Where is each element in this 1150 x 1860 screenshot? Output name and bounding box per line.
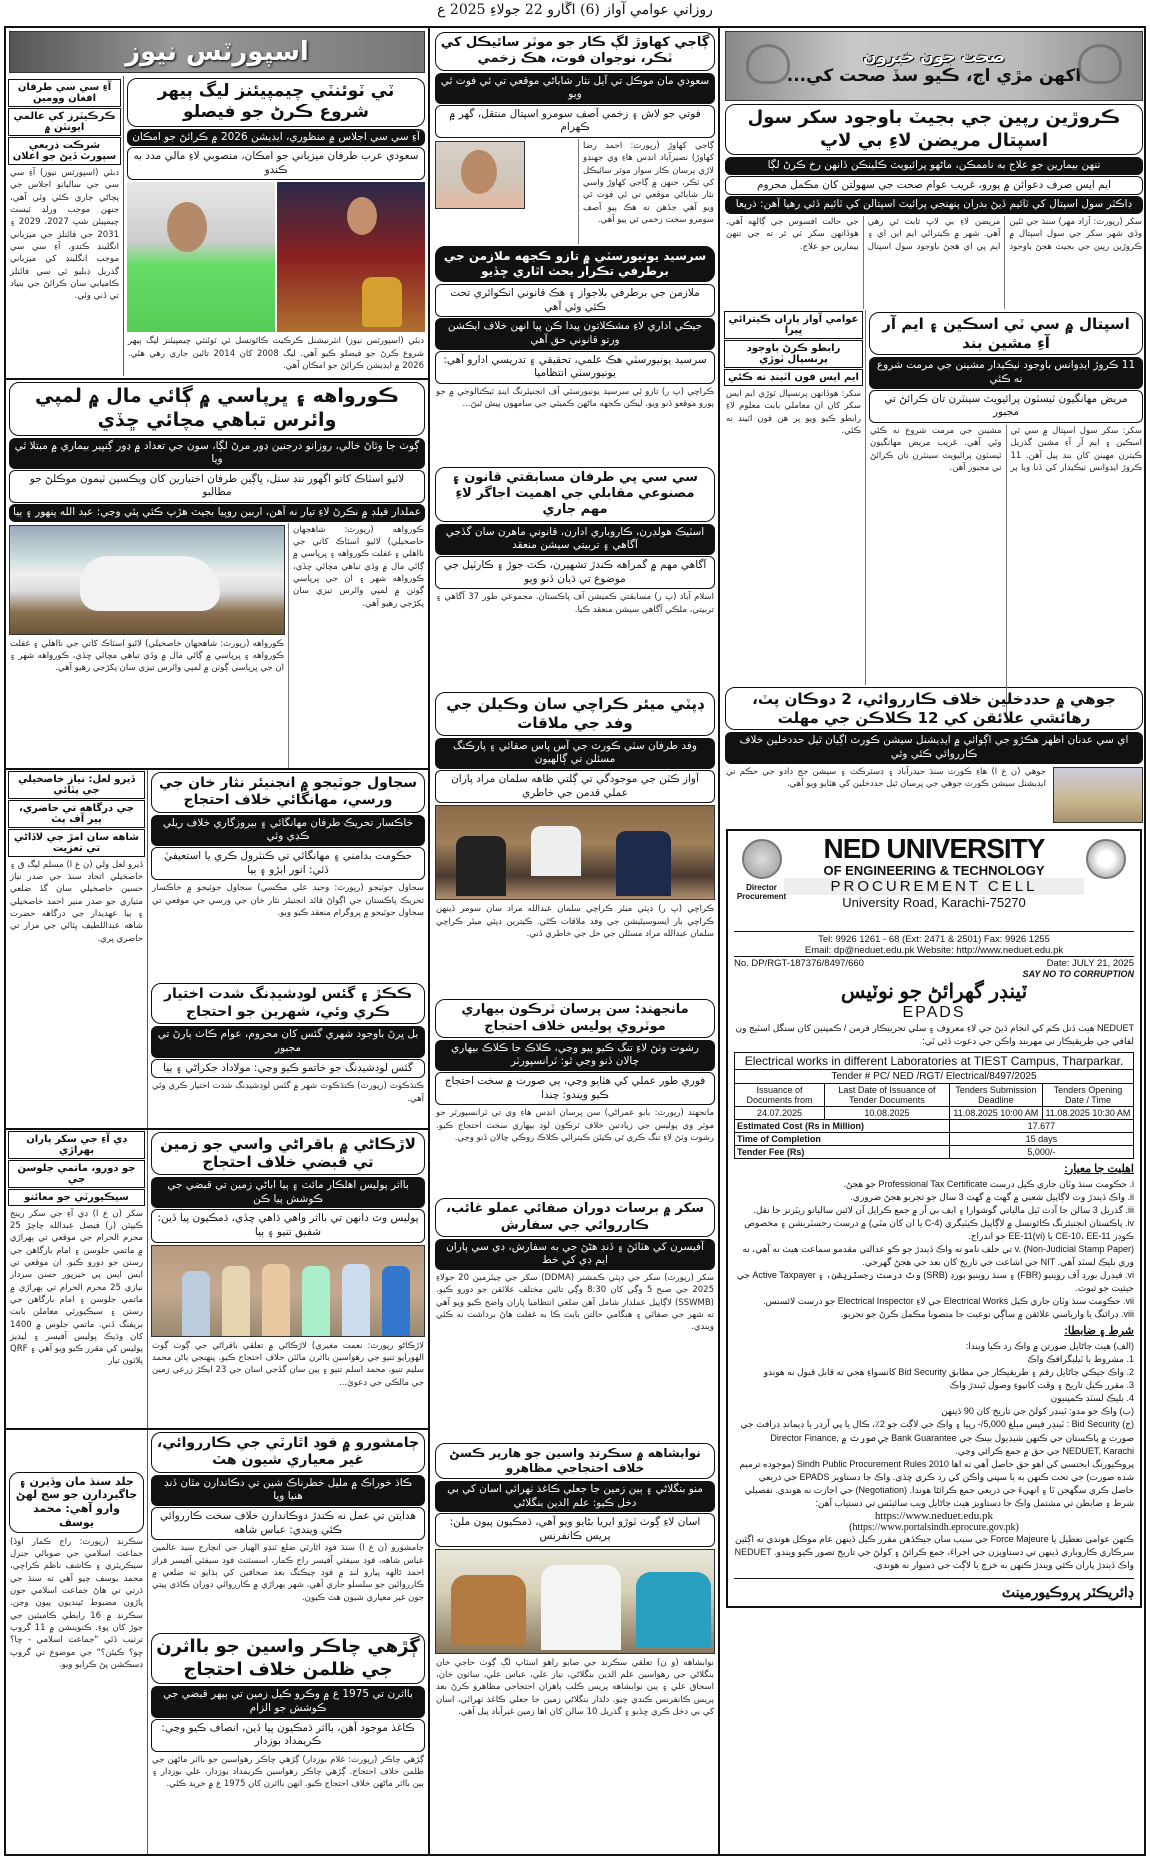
table-cell: 11.08.2025 10:00 AM <box>949 1106 1042 1119</box>
subheadline: ڪاغذ موجود آهن، بااثر ڌمڪيون پيا ڏين، انصاف ڪيو وڃي: ڪريمداد بوزدار <box>151 1719 425 1752</box>
photo-encroachment <box>1053 767 1143 823</box>
sidebox: رابطو ڪرڻ باوجود پرنسپال ٽوڙي <box>724 340 863 368</box>
photo-press-conference <box>435 1549 715 1654</box>
director-label: Director Procurement <box>736 882 787 901</box>
photo-team-celebration <box>277 182 425 332</box>
subheadline: بااثر پوليس اهلڪار مائٽ ۽ ٻيا اباڻي زمين تي قبضي جي ڪوشش پيا ڪن <box>151 1177 425 1208</box>
headline: ٽي ٽوئنٽي چيمپيئنز ليگ ٻيهر شروع ڪرڻ جو فيصلو <box>127 78 425 127</box>
terms-a: (الف) هيٺ ڄاڻايل صورتن ۾ واڪ رد ڪيا ويندا: <box>965 1341 1134 1352</box>
article-body: ڳاجي کهاوڙ (رپورٽ: احمد رضا کهاوڙ) نصيرآباد انڊس هاءِ وي جهنڊو لاڙي پرسان ڪار سوار موٽر سائيڪل کي ٽڪر، جنهن ۾ ڳاجي کهاوڙ واسي نثار شاباڻي موقعي تي ئي فوت ٿي ويو آهي جڏهن ته هڪ ٻيو آصف سومرو سخت زخمي ٿي پيو آهي. <box>578 139 718 244</box>
terms-item: 4. بليڪ لسٽڊ ڪمپنيون <box>1050 1393 1134 1404</box>
sports-banner-title: اسپورٽس نيوز <box>125 37 309 67</box>
article-body: دبئي (اسپورٽس نيوز) آءِ سي سي جي ساليانو اجلاس جي پڄاڻي جاري ڪئي وئي آهي، جنهن موجب ورلڊ ٽيسٽ چيمپيئن شپ 2027، 2029 ۽ 2031 جي فائنلز جي ميزباني انگلينڊ ڪندو. آءِ سي سي موجب انگلينڊ کي ميزباني گذريل ڊبليو ٽي سي فائنلز ڪاميابي سان ڪرائڻ جي بنياد تي ڏني وئي. <box>10 168 119 302</box>
procurement-cell: PROCUREMENT CELL <box>784 878 1084 895</box>
article-body: لاڙڪاڻو رپورٽ: نعمت مغيري) لاڙڪاڻي ۾ تعلقي باقراڻي جي ڳوٺ ڳوٺ الهورايو تنيو جي رهواسين بااثرن مائٽن خلاف احتجاج ڪيو. پنهنجي ٻاڻن محمد سليم تنيو، محمد اسلم تنيو ۽ ٻين سان گڏجي اسان جي 23 ايڪڙ زرعي زمين جي مالڪي جي دعويٰ... <box>152 1340 425 1388</box>
headline: ڪورواهه ۽ ڀرپاسي ۾ ڳائي مال ۾ لمپي وائرس تباهي مچائي ڇڏي <box>9 382 425 436</box>
table-header: Last Date of Issuance of Tender Documents <box>825 1083 950 1106</box>
sidebox: ڊي آءِ جي سکر پاران ٻهراڙي <box>8 1131 145 1159</box>
article-body: ڏيرو لعل ولي (ن ع ا) مسلم ليگ ق ۽ خاصخيلي اتحاد سنڌ جي صدر نياز حسين خاصخيلي سان گڏ ضلعي متياري جو صدر منير احمد خاصخيلي ۽ ٻيا عهديدار جي درگاهه حضرت شاهه عبداللطيف ڀٽائي جي مزار تي حاضري ڀري. <box>10 859 143 944</box>
sidebox: ڪرڪيٽرز کي عالمي ايونٽن ۾ <box>8 108 121 136</box>
article-body: سکر: هوڏانهن پرنسپال ٽوڙي ايم ايس سکر کان ان معاملي بابت معلوم لاءِ رابطو ڪيو ويو پر هن فون اٽينڊ نه ڪئي. <box>726 388 861 436</box>
table-header: Tenders Submission Deadline <box>949 1083 1042 1106</box>
sidebox: ايم ايس فون اٽينڊ نه ڪئي <box>724 369 863 386</box>
ned-tel: Tel: 9926 1261 - 68 (Ext: 2471 & 2501) Fax: 9926 1255 <box>734 931 1134 945</box>
subheadline: حڪومت بدامني ۽ مهانگائي تي ڪنٽرول ڪري يا استعيفيٰ ڏئي: انور ابڙو ۽ ٻيا <box>151 847 425 880</box>
eligibility-item: viii. ڊرائنگ يا وارياسي علائقن ۾ ساڳي نوعيت جا منصوبا مڪمل ڪرڻ جو تجربو. <box>840 1309 1134 1320</box>
subheadline: اسان لاءِ ڳوٺ ٽوڙو ايريا بڻايو ويو آهي، ڌمڪيون پيون ملن: پريس ڪانفرنس <box>435 1513 715 1546</box>
photo-player-trophy <box>127 182 275 332</box>
subheadline: سعودي عرب طرفان ميزباني جو امڪان، منصوبي لاءِ مالي مدد به ڪندو <box>127 147 425 180</box>
table-cell: 11.08.2025 10:30 AM <box>1042 1106 1133 1119</box>
eligibility-item: iv. پاڪستان انجنيئرنگ ڪائونسل ۾ لاڳاپيل ڪيٽيگري (C-4 يا ان کان مٿي) ۾ درست رجسٽريشن ۽ مخصوص ڪوڊز CE-10، EE-11 يا EE-11(vi) جو اندراج. <box>744 1217 1134 1241</box>
subheadline: اسٽيڪ هولڊرن، ڪاروباري ادارن، قانوني ماهرن سان گڏجي آگاهي ۽ تربيتي سيشن منعقد <box>435 524 715 555</box>
subheadline: رشوت وٺڻ لاءِ تنگ ڪيو پيو وڃي، ڪلاڪ جا ڪلاڪ بيهاري چالان ڏنو وڃي ٿو: ٽرانسپورٽر <box>435 1040 715 1071</box>
ref-number: No. DP/RGT-187376/8497/660 <box>734 957 864 969</box>
sidebox: شرڪت ذريعي سپورٽ ڏيڻ جو اعلان <box>8 137 121 165</box>
headline: ڪڪڙ ۽ گئس لوڊشيڊنگ شدت اختيار ڪري وئي، شهرين جو احتجاج <box>151 983 425 1024</box>
procurement-para: پروڪيورنگ ايجنسي کي اهو حق حاصل آهي ته اها Sindh Public Procurement Rules 2010 (موجوده ترميم شده صورت) جي تحت ڪنهن به يا سڀني واڪن کي رد ڪري ڇڏي. واڪ جا دستاويز EPADS جي ذريعي حاصل ڪري سگهجن ٿا ۽ انهيءَ جي ذريعي جمع ڪرائڻا هوندا. (Negotiation) جي اجازت نه هوندي. تفصيلي شرط ۽ ضابطن تي مشتمل واڪ جا دستاويز هيٺ ڄاڻايل ويب سائيٽس تي دستياب آهن: <box>739 1458 1134 1508</box>
table-header: Tenders Opening Date / Time <box>1042 1083 1133 1106</box>
subheadline: مريض مهانگيون ٽيسٽون پرائيويٽ سينٽرن تان ڪرائڻ تي مجبور <box>869 390 1143 423</box>
ned-address: University Road, Karachi-75270 <box>842 894 1026 910</box>
table-cell: 10.08.2025 <box>825 1106 950 1119</box>
table-cell: 24.07.2025 <box>735 1106 825 1119</box>
heart-icon <box>1078 44 1122 84</box>
signature: ڊائريڪٽر پروڪيورمينٽ <box>734 1578 1134 1602</box>
ned-tender-ad <box>726 829 1142 1609</box>
subheadline: آفيسرن کي هٽائڻ ۽ ڏنڊ هڻڻ جي به سفارش، ڊي سي پاران ايم ڊي کي خط <box>435 1239 715 1270</box>
subheadline: تنهن بيمارين جو علاج به ناممڪن، ماڻهو پرائيويٽ ڪلينڪن ڏانهن رخ ڪرڻ لڳا <box>725 157 1143 175</box>
subheadline: هدايتن تي عمل نه ڪندڙ دوڪاندارن خلاف سخت ڪارروائي ڪئي ويندي: عباس شاهه <box>151 1507 425 1540</box>
force-majeure-para: ڪنهن عوامي تعطيل يا Force Majeure جي سبب سان جيڪڏهن مقرر ڪيل ڏينهن عام موڪل هوندي ته اڳئين سرڪاري ڪاروباري ڏينهن تي دستاويزن جي اجراءَ، جمع ڪرائڻ ۽ کولڻ جي تاريخ تصور ڪيو ويندو. NEDUET واڪ ڏيندڙ پاران ڪئي ويندڙ ڪنهن به خرچ يا لاڳت جي ذميوار نه هوندي. <box>734 1533 1134 1570</box>
subheadline: آءِ سي سي اجلاس ۾ منظوري، ايڊيشن 2026 ۾ ڪرائڻ جو امڪان <box>127 129 425 147</box>
article-body: ڪورواهه (رپورٽ: شاهجهان خاصخيلي) لائيو اسٽاڪ کاتي جي نااهلي ۽ غفلت ڪورواهه ۽ ڀرپاسي ۾ ڳائي مال ۾ وڏي تباهي مچائي ڇڏي، ڪورواهه شهر ۽ ان جي ڀرپاسي ڳوٺن ۾ لمپي وائرس تيزي سان پکڙجي رهيو آهي. <box>293 524 424 609</box>
sidebox: جو دورو، ماتمي جلوسن جي <box>8 1160 145 1188</box>
article-body: ڪنڌڪوٽ (رپورٽ) ڪنڌڪوٽ شهر ۾ گئس لوڊشيڊنگ شدت اختيار ڪري وئي آهي. <box>152 1081 424 1104</box>
subheadline: خاڪسار تحريڪ طرفان مهانگائي ۽ بيروزگاري خلاف ريلي ڪڍي وئي <box>151 815 425 846</box>
article-body: جوهي (ن ع ا) هاءِ ڪورٽ سنڌ حيدرآباد ۽ ڊسٽرڪٽ ۽ سيشن جج دادو جي حڪم تي ايڊيشنل سيشن ڪورٽ جوهي جي ڀرسان ٿيل حددخلين کي هٽايو ويو آهي. <box>726 766 1046 790</box>
headline: سجاول جوٽيجو ۾ انجنيئر نثار خان جي ورسي، مهانگائي خلاف احتجاج <box>151 772 425 813</box>
headline: ڄامشورو ۾ فوڊ اٿارٽي جي ڪارروائي، غير معياري شيون هٽ <box>151 1432 425 1473</box>
terms-item: 3. مقرر ڪيل تاريخ ۽ وقت کانپوءِ وصول ٿيندڙ واڪ <box>949 1380 1134 1391</box>
headline: ڳاجي کهاوڙ لڳ ڪار جو موٽر سائيڪل کي ٽڪر، نوجوان فوت، هڪ زخمي <box>435 32 715 71</box>
article-body: ڪراچي (پ ر) ڊپٽي ميئر ڪراچي سلمان عبدالله مراد سان سومر ڏينهن ڪراچي بار ايسوسيئيشن جي وفد ملاقات ڪئي. ڪيترين ڊپٽي ميئر ڪراچي سلمان عبدالله مراد مسئلن جي حل جي خاطري ڏني. <box>436 904 714 939</box>
icc-afghan-sidebar <box>6 76 124 376</box>
headline: سکر ۾ برسات دوران صفائي عملو غائب، ڪارروائي جي سفارش <box>435 1198 715 1237</box>
row-label: Time of Completion <box>735 1132 950 1145</box>
subheadline: پوليس وٽ دانهن تي بااثر واهي ڌاهي ڇڏي، ڌمڪيون پيا ڏين: شفيق تنيو ۽ ٻيا <box>151 1209 425 1242</box>
sidebox: عوامي آواز پاران ڪيترائي ڀيرا <box>724 311 863 339</box>
headline: اسپتال ۾ سي ٽي اسڪين ۽ ايم آر آءِ مشين بند <box>869 312 1143 356</box>
table-header: Issuance of Documents from <box>735 1083 825 1106</box>
headline: مانجهند: سن پرسان ٽرڪون بيهاري موٽروي پوليس خلاف احتجاج <box>435 999 715 1038</box>
sidebox: شاهه سان امڙ جي لاڏاڻي تي تعزيت <box>8 829 145 857</box>
notice-title: ٽينڊر گهرائڻ جو نوٽيس <box>840 980 1028 1003</box>
health-banner-title: صحت جون خبرون <box>863 46 1005 66</box>
left-column <box>6 28 430 1854</box>
subheadline: اي سي عدنان اظهر هڪڙو جي اڳوائي ۾ ايڊيشنل سيشن ڪورٽ اڳيان ٿيل حددخلين خلاف ڪارروائي ڪئي وئي <box>725 732 1143 763</box>
article-body: سکر (رپورٽ: آزاد مهر) سنڌ جي ٽئين وڏي شهر سکر جي سول اسپتال ۾ ڪروڙين رپين جي بجيٽ هجڻ باوجود مريضن لاءِ بي لاڀ ثابت ٿي رهي آهي. شهر ۾ ڪيترائي ايم اين اي ۽ ايم پي اي هجڻ باوجود سول اسپتال جي حالت افسوس جي ڳالهه آهي. هوڏانهن سکر ٽي ٿر ته جي تنهن بيمارين جو علاج. <box>726 216 1142 252</box>
subheadline: ڊاڪٽر سول اسپتال کي ٽائيم ڏيڻ بدران پنهنجي پرائيٽ اسپتالن کي ٽائيم ڏئي رهيا آهن: ذريعا <box>725 196 1143 214</box>
eligibility-item: i. حڪومت سنڌ وٽان جاري ڪيل درست Professional Tax Certificate جو هجڻ. <box>843 1178 1134 1189</box>
slogan: SAY NO TO CORRUPTION <box>1022 968 1134 979</box>
subheadline: عملدار فيلڊ ۾ نڪرڻ لاءِ تيار نه آهن، اربين روپيا بجيٽ هڙپ ڪئي پئي وڃي: عبد الله پنهور ۽ ٻيا <box>9 504 425 522</box>
work-title: Electrical works in different Laboratories at TIEST Campus, Tharparkar. <box>735 1052 1134 1069</box>
row-label: Estimated Cost (Rs in Million) <box>735 1119 950 1132</box>
subheadline: بل ڀرڻ باوجود شهري گئس کان محروم، عوام ڪاٺ ٻارڻ تي مجبور <box>151 1026 425 1057</box>
eligibility-item: ii. واڪ ڏيندڙ وٽ لاڳاپيل شعبي ۾ گهٽ ۾ گهٽ 3 سال جو تجربو هجڻ ضروري. <box>850 1191 1134 1202</box>
row-value: 17.677 <box>949 1119 1133 1132</box>
article-body: سکر (رپورٽ) سکر جي ڊپٽي ڪمشنر (DDMA) سکر جي چيئرمين 20 جولاءِ 2025 جي صبح 5 وڳي کان 8:30 وڳي تائين مختلف علائقن جو دورو ڪيو. (SSWMB) لاڳاپيل عملدار شامل آهن ضلعي انتظاميا پاران واضح ڪيو ويو آهي ته شهر جي صفائي ۽ هنگامي حالتن بابت ڪا به غفلت هاڻ برداشت نه ڪئي ويندي. <box>436 1273 714 1333</box>
terms-b: (ب) واڪ جو مدو: ٽينڊر کولڻ جي تاريخ کان 90 ڏينهن <box>941 1406 1134 1417</box>
subheadline: ڪاڌ خوراڪ ۾ مليل خطرناڪ شين تي دڪاندارن مٿان ڏنڊ هنيا ويا <box>151 1475 425 1506</box>
article-body: دبئي (اسپورٽس نيوز) انٽرنيشنل ڪرڪيٽ ڪائونسل ٽي ٽوئنٽي چيمپيئنز ليگ ٻيهر شروع ڪرڻ جو فيصلو ڪيو آهي. ليگ 2008 کان 2014 تائين جاري رهي هئي. 2026 ۾ ايڊيشن ڪرائڻ جو امڪان آهي. <box>128 336 424 372</box>
subheadline: آگاهي مهم ۾ گمراهه ڪندڙ تشهيرن، ڪٽ جوڙ ۽ ڪارٽيل جي موضوع تي ڌيان ڏنو ويو <box>435 556 715 589</box>
eligibility-item: iii. گذريل 3 سالن جا آڊٽ ٿيل مالياتي گوشوارا ۽ ايف بي آر ۾ جمع ڪرايل آن لائين ساليانو ريٽرنز جا نقل. <box>753 1204 1134 1215</box>
masthead: روزاني عوامي آواز (6) اڱارو 22 جولاءِ 2025 ع <box>437 2 713 18</box>
row-label: Tender Fee (Rs) <box>735 1145 950 1158</box>
sidebox: ڏيرو لعل: نياز خاصخيلي جي پٽائي <box>8 771 145 799</box>
subheadline: ملازمن جي برطرفي بلاجواز ۽ هڪ قانوني انڪوائري تحت ڪئي وئي آهي <box>435 284 715 317</box>
article-body: ڪورواهه (رپورٽ: شاهجهان خاصخيلي) لائيو اسٽاڪ کاتي جي نااهلي ۽ غفلت ڪورواهه ۽ ڀرپاسي ۾ ڳائي مال ۾ وڏي تباهي مچائي ڇڏي، ڪورواهه شهر ۽ ان جي ڀرپاسي ڳوٺن ۾ لمپي وائرس تيزي سان پکڙجي رهيو آهي. <box>10 638 284 674</box>
ned-logo-icon <box>1086 839 1126 879</box>
portal-url[interactable]: (https://www.portalsindh.eprocure.gov.pk) <box>849 1521 1019 1533</box>
ned-url[interactable]: https://www.neduet.edu.pk <box>874 1509 994 1522</box>
eligibility-item: vi. فيڊرل بورڊ آف روينيو (FBR) ۽ سنڌ روينيو بورڊ (SRB) وٽ درست رجسٽريشن، ۽ Active Taxpayer جي حيثيت جو ثبوت. <box>736 1270 1134 1294</box>
headline: سرسيد يونيورسٽي ۾ تازو ڪجهه ملازمن جي برطرفي تڪرار بحث اٿاري ڇڏيو <box>435 246 715 282</box>
subheadline: فوتي جو لاش ۽ زخمي آصف سومرو اسپتال منتقل، گهر ۾ ڪهرام <box>435 105 715 138</box>
photo-meeting <box>435 805 715 900</box>
ad-intro: NEDUET هيٺ ڏنل ڪم کي انجام ڏيڻ جي لاءِ معروف ۽ سلي تجربيڪار فرمن / ڪمپنين کان سنگل اسٽيج ون لفافي جي طريقيڪار تي مهربند واڪن جي دعوت ڏئي ٿي: <box>735 1022 1134 1046</box>
subheadline: فوري طور عملي کي هٽايو وڃي، ٻي صورت ۾ سخت احتجاج ڪيو ويندو: چندا <box>435 1072 715 1105</box>
ned-email: Email: dp@neduet.edu.pk Website: http://www.neduet.edu.pk <box>804 944 1064 956</box>
headline: ڳڙهي چاڪر واسين جو بااثرن جي ظلمن خلاف احتجاج <box>151 1633 425 1684</box>
article-body: ڳڙهي چاڪر (رپورٽ: غلام بوزدار) ڳڙهي چاڪر رهواسين جو بااثر ماڻهن جي ظلمن خلاف احتجاج. ڳڙهي چاڪر رهواسين ڪريمداد بوزدار، علي بوزدار ۽ ٻين بااثر ماڻهن خلاف احتجاج ڪيو. انهن بااثرن کان 1975 ع ۾ خريد ڪئي. <box>152 1754 424 1790</box>
terms-item: 1. مشروط يا ٽيليگرافڪ واڪ <box>1027 1354 1134 1365</box>
ned-subtitle: OF ENGINEERING & TECHNOLOGY <box>823 862 1045 878</box>
newspaper-page <box>4 26 1146 1856</box>
headline: سي سي پي طرفان مسابقتي قانون ۽ مصنوعي مقابلي جي اهميت اجاگر لاءِ مهم جاري <box>435 467 715 522</box>
article-body: ڪراچي (پ ر) تازو ئي سرسيد يونيورسٽي آف انجنيئرنگ اينڊ ٽيڪنالوجي ۾ جو پورو موقعو ڏنو ويو. ليڪن ڪجهه ماڻهن ڪميٽي جي سامهون پيش ٿيڻ... <box>436 386 714 410</box>
sidebox: جي درگاهه تي حاضري، پير آف پٽ <box>8 800 145 828</box>
epads-label: EPADS <box>902 1003 966 1021</box>
article-body: ڄامشورو (ن ع ا) سنڌ فوڊ اٿارٽي ضلع ٽنڊو الهيار جي انچارج سيد عالمين عباس شاهه، فوڊ سيفٽي آفيسر راج ڪمار، اسسٽنٽ فوڊ سيفٽي آفيسر فراز احمد ٿالهه پيارو لنڊ ۾ فوڊ چيڪنگ بعد صحافين کي ٻڌايو ته ضلعي ۾ ڪارروائين جو سلسلو جاري آهي. شهر ٻهراڙي ۾ ڪارروائي دوران ڪاڌي پيتي جون غير معياري شيون هٽ ڪيون. <box>152 1543 424 1603</box>
article-body: نوابشاهه (و ن) تعلقي سڪرنڊ جي صابو راهو اسٽاپ لڳ ڳوٺ حاجي خان بنگلاڻي جي رهواسين علم الدين بنگلاڻي، نياز علي، عباس علي، ساٺون خان، اسحاق علي ۽ ٻين نوابشاهه پريس ڪلب ٻاهران احتجاجي مظاهرو ڪرڻ بعد پريس ڪانفرنس ڪندي چيو. دلدار بنگلاڻي زمين جا جعلي ڪاغذ ٺهرائي، اسان کي بي دخل ڪري ڇڏيو ۽ گذريل 10 سالن کان اها زمين غيرآباد پيل آهي. <box>436 1657 714 1717</box>
heart-icon <box>746 44 790 84</box>
subheadline: گئس لوڊشيڊنگ جو خاتمو ڪيو وڃي: مولاداد جکراڻي ۽ ٻيا <box>151 1059 425 1079</box>
article-body: سکر (ن ع ا) ڊي آءِ جي سکر رينج ڪيپٽن (ر) فيصل عبدالله چاچڙ 25 محرم الحرام جي موقعي تي ٻهراڙي ۾ ماتمي جلوسن ۽ امام بارگاهن جي رستن جو دورو ڪيو. ان موقعي تي ايس ايس پي خيرپور حسن سردار نيازي 25 محرم الحرام تي ٻهراڙي ۾ ماتمي جلوسن ۽ امام بارگاهن جي رستن ۽ سيڪيورٽي معاملن بابت بريفنگ ڏني. ماتمي جلوس ۾ 1400 کان وڌيڪ پوليس آفيسر ۽ ليڊيز پوليس کي مقرر ڪيو ويو آهي ۽ QRF پلاٽون تيار <box>10 1208 144 1367</box>
subheadline: ڳوٺ جا وٿاڻ خالي، روزانو درجنين ڍور مرڻ لڳا، سون جي تعداد ۾ ڍور ڳنڀير بيماري ۾ مبتلا ٿي ويا <box>9 438 425 469</box>
right-column <box>722 28 1146 1854</box>
eligibility-item: vii. حڪومت سنڌ وٽان جاري ڪيل Electrical Works جي لاءِ Electrical Inspector جو درست لائسنس. <box>762 1296 1134 1307</box>
headline: لاڙڪاڻي ۾ باقراڻي واسي جو زمين تي قبضي خلاف احتجاج <box>151 1132 425 1176</box>
subheadline: آواز ڪٽن جي موجودگي تي ڳلتي ظاهه سلمان مراد پاران عملي قدمن جي خاطري <box>435 770 715 803</box>
photo-sick-cow <box>9 525 285 635</box>
subheadline: منو بنگلاڻي ۽ ٻين زمين جا جعلي ڪاغذ ٺهرائي اسان کي بي دخل ڪيو: علم الدين بنگلاڻي <box>435 1481 715 1512</box>
photo-victim <box>435 141 525 209</box>
subheadline: لائيو اسٽاڪ کاتو اگھور ننڊ ستل، ڀاڳين طرفان اختيارين کان ويڪسين ٽيمون موڪلڻ جو مطالبو <box>9 470 425 503</box>
tender-table <box>734 1052 1134 1159</box>
headline: نوابشاهه ۾ سڪرنڊ واسين جو هارپر ڪسڻ خلاف احتجاجي مظاهرو <box>435 1443 715 1479</box>
subheadline: سعودي مان موڪل تي آيل نثار شاباڻي موقعي تي ئي فوت ٿي ويو <box>435 73 715 104</box>
eligibility-item: v. (Non-Judicial Stamp Paper) تي حلف نامو ته واڪ ڏيندڙ جو ڪو عدالتي مقدمو سماعت هيٺ نه آهي، نه وري بليڪ لسٽڊ آهي. NIT جي اشاعت جي تاريخ کان بعد جي هجڻ گهرجي. <box>742 1243 1134 1268</box>
sports-photos <box>127 182 425 332</box>
tender-number: Tender # PC/ NED /RGT/ Electrical/8497/2025 <box>735 1069 1134 1083</box>
terms-item: 2. واڪ جيڪي ڄاڻايل رقم ۽ طريقيڪار جي مطابق Bid Security کانسواءِ هجي ته قابل قبول نه هوندو <box>763 1367 1134 1378</box>
terms-c: (ج) Bid Security : ٽينڊر فيس مبلغ 5,000/- رپيا ۽ واڪ جي لاڳت جو 2٪، ڪال يا پي آرڊر يا ڊيمانڊ ڊرافٽ جي صورت ۾ پاڪستان جي ڪنهن شيڊيول بينڪ جي Bank Guarantee جي صورت ۾ Director Finance, NEDUET, Karachi جي حق ۾ جمع ڪرائي وڃي. <box>740 1419 1134 1456</box>
eligibility-title: اهليت جا معيار: <box>1064 1162 1134 1175</box>
article-body: سڪرنڊ (رپورٽ: راج ڪمار اوڏ) جماعت اسلامي جي صوبائي جنرل سيڪريٽري ۽ ڪاشف ناظم ڪراچي، محمد يوسف چيو آهي ته سنڌ جي ڌرتي تي هاڻ جماعت اسلامي جون پاڙون مضبوط ٿينديون پيون وڃن. سڪرنڊ ۾ 16 رابطي ڪاميٽين جي جوڙ کان پوءِ. ڪنوينشن ۾ 11 گروپ ترتيب ڏئي "جماعت اسلامي - ڇا؟ ڇو؟ ڪيئن؟" جي موضوع تي گروپ ڊسڪشن پڻ ڪرايو ويو. <box>10 1536 143 1670</box>
sports-banner <box>9 31 425 73</box>
row-value: 15 days <box>949 1132 1133 1145</box>
terms-title: شرط ۽ ضابطا: <box>1064 1325 1134 1338</box>
ad-date: Date: JULY 21, 2025 <box>1046 957 1134 969</box>
subheadline: سرسيد يونيورسٽي هڪ علمي، تحقيقي ۽ تدريسي ادارو آهي: يونيورسٽي انتظاميا <box>435 351 715 384</box>
subheadline: ايم ايس صرف دعوائن ۾ پورو، غريب عوام صحت جي سهولتن کان مڪمل محروم <box>725 176 1143 196</box>
middle-column <box>432 28 720 1854</box>
subheadline: وفد طرفان سٽي ڪورٽ جي آس پاس صفائي ۽ پارڪنگ مسئلن تي ڳالهيون <box>435 738 715 769</box>
article-body: سجاول جوٽيجو (رپورٽ: وحيد علي مڪسي) سجاول جوٽيجو ۾ خاڪسار تحريڪ پاڪستان جي اڳواڻ قائد انجنيئر نثار خان جي ورسي جي موقعي تي سجاول جوٽيجو ۾ پروگرام منعقد ڪيو ويو. <box>152 883 424 918</box>
sidebox: آءِ سي سي طرفان افغان وومين <box>8 79 121 107</box>
article-body: مانجهند (رپورٽ: بابو عمراڻي) سن پرسان انڊس هاءِ وي تي ٽرانسپورٽر جو موٽر وي پوليس جي زيادتين خلاف ٽرڪون لوڊ بيهاري سخت احتجاج ڪيو. رشوت وٺڻ لاءِ تنگ ڪري ٿي ڪيئن ڪيترائي ڪلاڪ روڪي چالان ڏنو وڃي. <box>436 1108 714 1143</box>
health-banner-tagline: اکهن مڙي اڄ، ڪيو سڏ صحت کي... <box>786 65 1082 86</box>
article-body: اسلام آباد (پ ر) مسابقتي ڪميشن آف پاڪستان. مجموعي طور 37 آگاهي ۽ تربيتي، ملڪي آگاهي سيشن منعقد ڪيا. <box>436 592 714 615</box>
photo-protesters <box>151 1245 425 1337</box>
ned-seal-icon <box>742 839 782 879</box>
subheadline: جيڪي اداري لاءِ مشڪلاتون پيدا ڪن پيا انهن خلاف ايڪشن ورتو قانوني حق آهي <box>435 318 715 349</box>
article-body: سکر: سکر سول اسپتال ۾ سي ٽي اسڪين ۽ ايم آر آءِ مشين گذريل ڪيترن مهينن کان بند پيل آهن. 11 ڪروڙ ايڊوانس ٺيڪيدار کي ڏنا ويا پر مشينن جي مرمت شروع نه ڪئي وئي آهي. غريب مريض مهانگيون ٽيسٽون پرائيويٽ سينٽرن تان ڪرائڻ تي مجبور آهن. <box>870 425 1142 473</box>
headline: ڪروڙين رپين جي بجيٽ باوجود سکر سول اسپتال مريضن لاءِ بي لاڀ <box>725 104 1143 155</box>
subheadline: بااثرن تي 1975 ع ۾ وڪرو ڪيل زمين تي ٻيهر قبضي جي ڪوشش جو الزام <box>151 1686 425 1717</box>
subheadline: 11 ڪروڙ ايڊوانس باوجود ٺيڪيدار مشينن جي مرمت شروع نه ڪئي <box>869 357 1143 388</box>
headline: جوهي ۾ حددخلين خلاف ڪارروائي، 2 دوڪان پٽ، رهائشي علائقن کي 12 ڪلاڪن جي مهلت <box>725 687 1143 731</box>
sidebox: سيڪيورٽي جو معائنو <box>8 1189 145 1206</box>
ned-title: NED UNIVERSITY <box>823 832 1045 864</box>
headline: جلد سنڌ مان وڏيرن ۽ جاگيردارن جو سج لهڻ وارو آهي: محمد يوسف <box>9 1472 144 1533</box>
row-value: 5,000/- <box>949 1145 1133 1158</box>
headline: ڊپٽي ميئر ڪراچي سان وڪيلن جي وفد جي ملاقات <box>435 692 715 736</box>
health-banner <box>725 31 1143 101</box>
